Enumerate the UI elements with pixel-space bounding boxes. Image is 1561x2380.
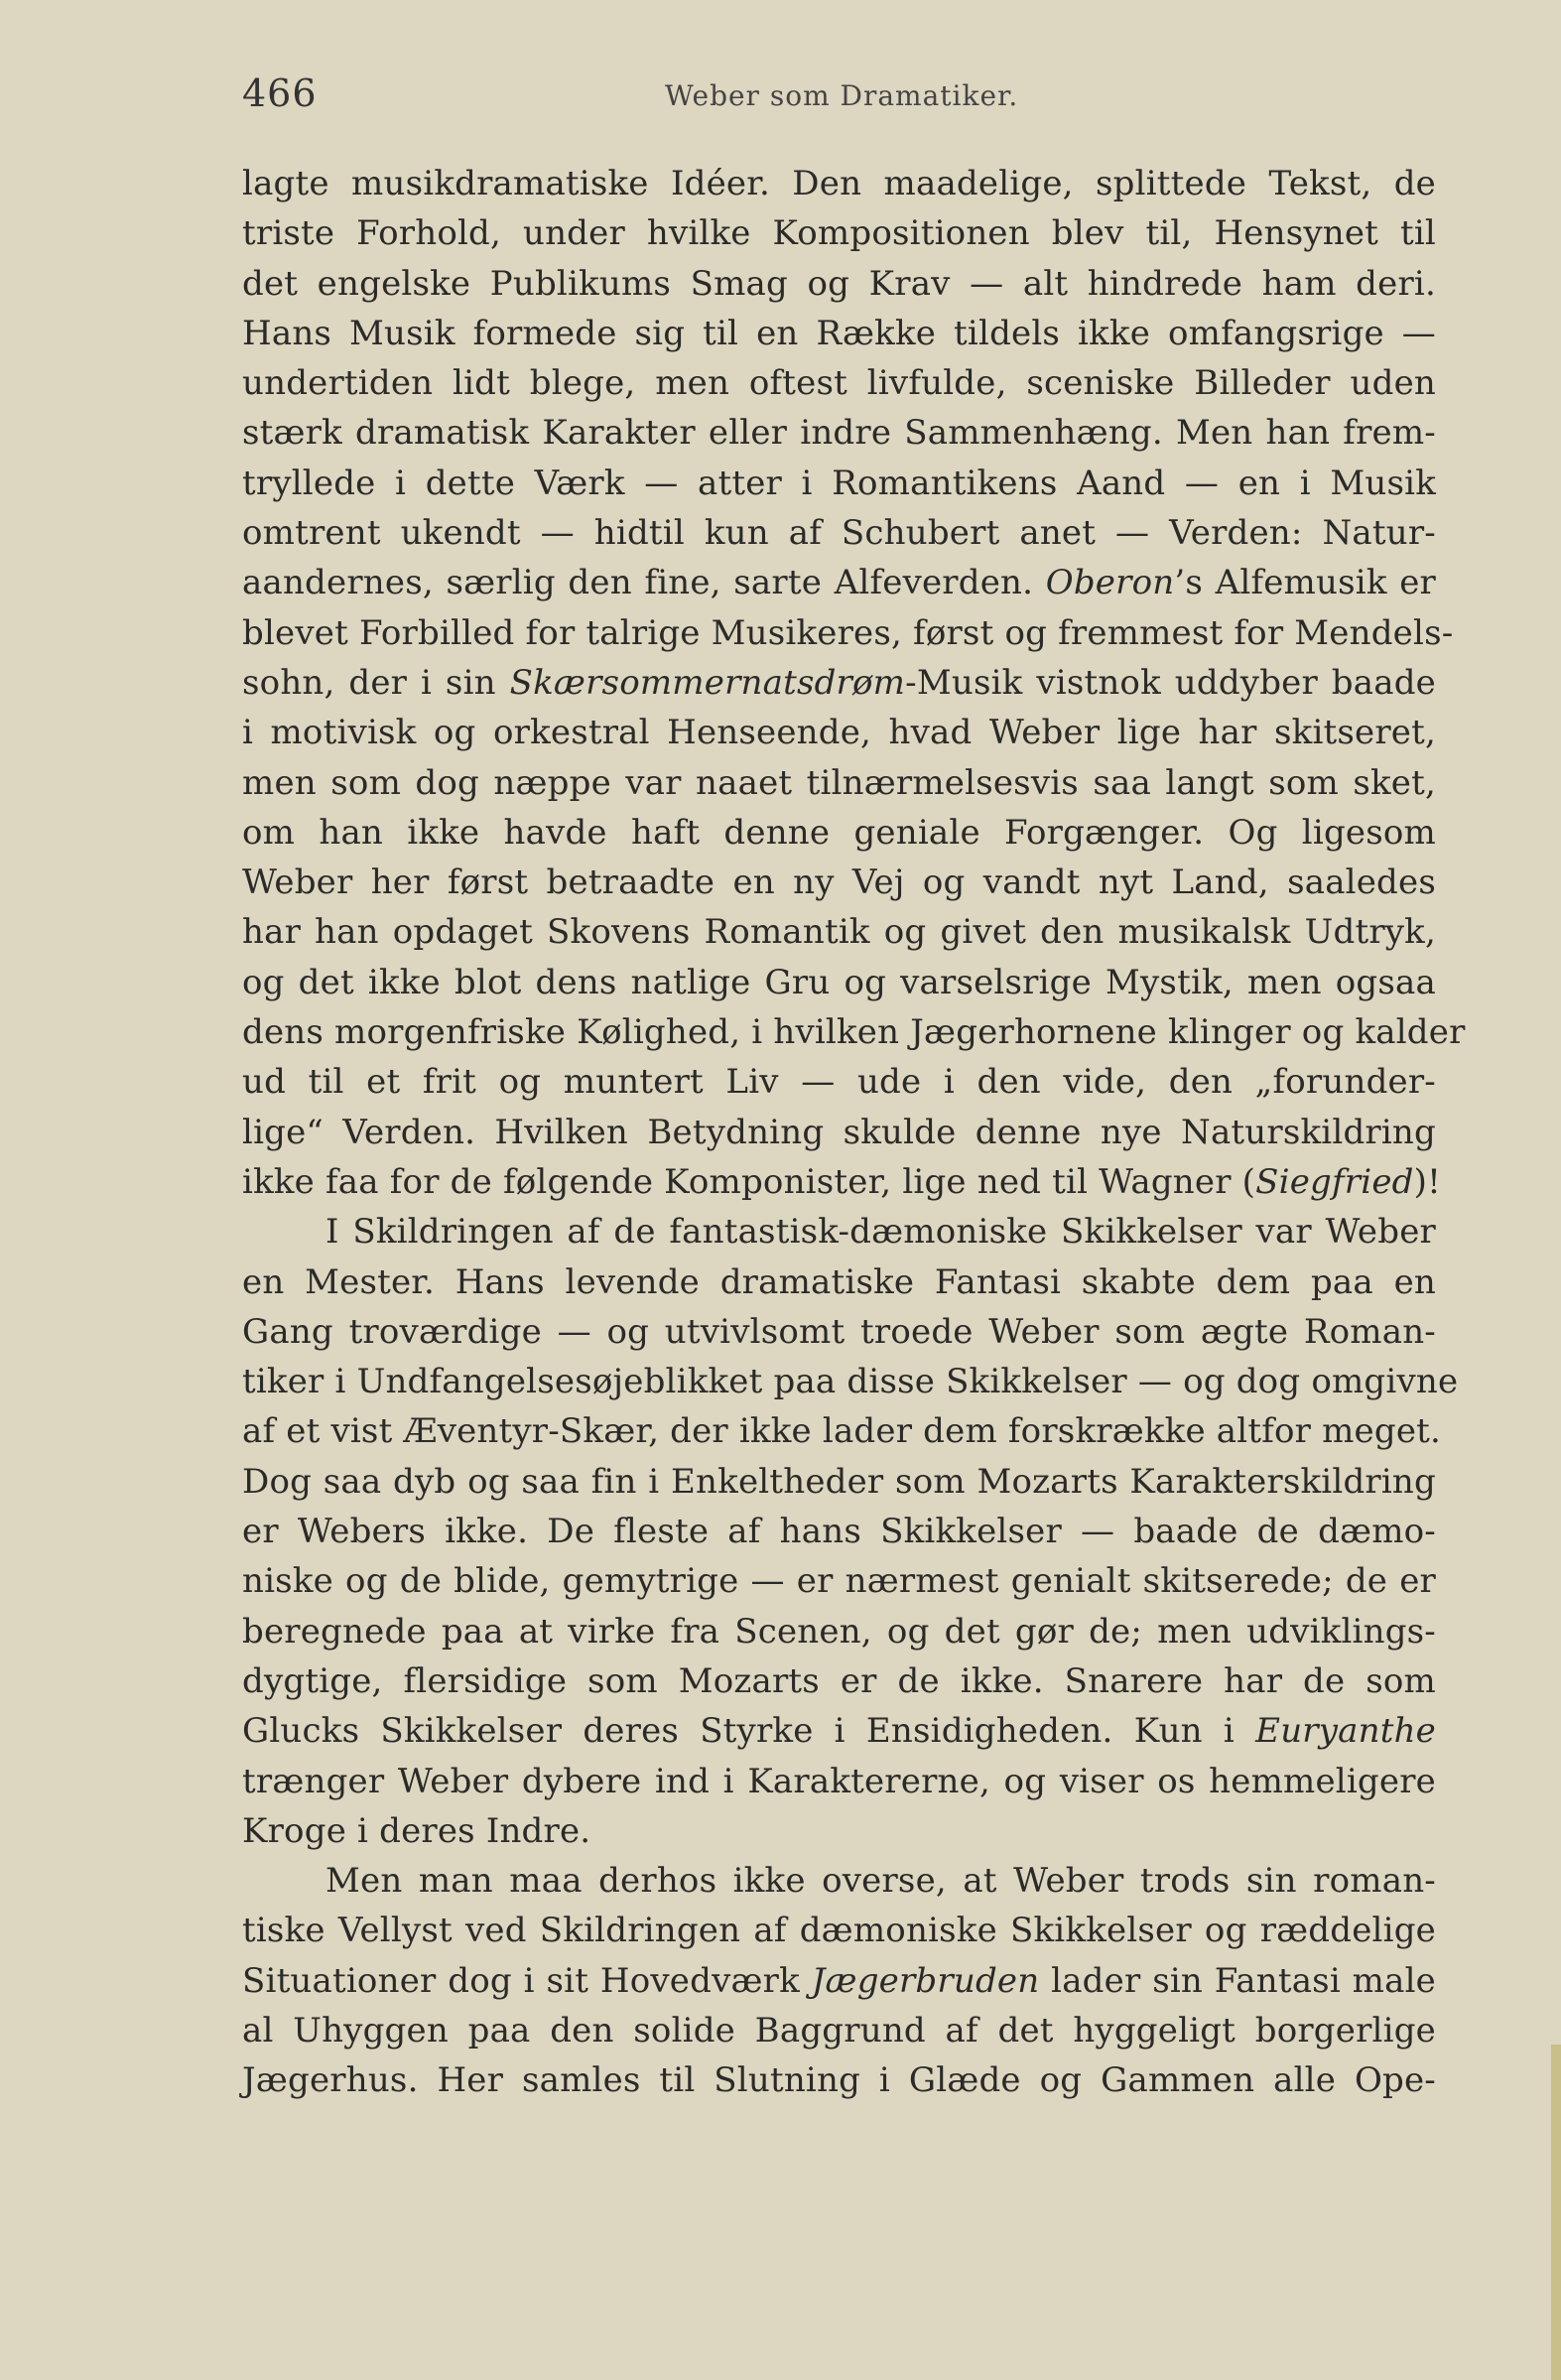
text-line: er Webers ikke. De fleste af hans Skikkelser — baade de dæmo- xyxy=(242,1512,1436,1552)
work-title-skaersommernatsdroem: Skærsommernatsdrøm xyxy=(509,662,906,703)
text-fragment: lader sin Fantasi male xyxy=(1051,1960,1436,2001)
text-fragment: Alfemusik er xyxy=(1215,563,1436,603)
page-edge-strip xyxy=(1551,2045,1561,2380)
text-line: Hans Musik formede sig til en Række tildels ikke omfangsrige — xyxy=(242,313,1436,353)
page-header xyxy=(242,71,1436,121)
text-line: lagte musikdramatiske Idéer. Den maadelige, splittede Tekst, de xyxy=(242,164,1436,203)
text-line: stærk dramatisk Karakter eller indre Sammenhæng. Men han frem- xyxy=(242,413,1436,454)
text-line: niske og de blide, gemytrige — er nærmest genialt skitserede; de er xyxy=(242,1561,1436,1602)
text-line: tiske Vellyst ved Skildringen af dæmoniske Skikkelser og ræddelige xyxy=(242,1911,1436,1951)
text-line: i motivisk og orkestral Henseende, hvad Weber lige har skitseret, xyxy=(242,713,1436,753)
text-line: ud til et frit og muntert Liv — ude i den vide, den „forunder- xyxy=(242,1062,1436,1103)
text-line: tryllede i dette Værk — atter i Romantikens Aand — en i Musik xyxy=(242,463,1436,503)
text-line: en Mester. Hans levende dramatiske Fantasi skabte dem paa en xyxy=(242,1261,1436,1302)
text-line: omtrent ukendt — hidtil kun af Schubert anet — Verden: Natur- xyxy=(242,513,1436,554)
text-line: blevet Forbilled for talrige Musikeres, først og fremmest for Mendels- xyxy=(242,612,1454,653)
text-line: dens morgenfriske Kølighed, i hvilken Jægerhornene klinger og kalder xyxy=(242,1012,1466,1053)
text-line: af et vist Æventyr-Skær, der ikke lader dem forskrække altfor meget. xyxy=(242,1411,1442,1452)
text-line: triste Forhold, under hvilke Kompositionen blev til, Hensynet til xyxy=(242,213,1436,254)
text-line xyxy=(242,1956,1436,2006)
text-line: Kroge i deres Indre. xyxy=(242,1810,591,1851)
text-line xyxy=(242,1157,1441,1207)
text-fragment: ’s xyxy=(1174,563,1204,603)
work-title-euryanthe: Euryanthe xyxy=(1255,1711,1436,1752)
text-fragment: )! xyxy=(1413,1161,1441,1202)
text-line: Jægerhus. Her samles til Slutning i Glæde og Gammen alle Ope- xyxy=(242,2060,1436,2101)
text-line: Weber her først betraadte en ny Vej og vandt nyt Land, saaledes xyxy=(242,862,1436,903)
text-line: al Uhyggen paa den solide Baggrund af det hyggeligt borgerlige xyxy=(242,2010,1436,2050)
text-line: Men man maa derhos ikke overse, at Weber trods sin roman- xyxy=(325,1861,1436,1902)
text-line: undertiden lidt blege, men oftest livfulde, sceniske Billeder uden xyxy=(242,363,1436,404)
text-line: tiker i Undfangelsesøjeblikket paa disse Skikkelser — og dog omgivne xyxy=(242,1362,1459,1402)
work-title-oberon: Oberon xyxy=(1045,563,1175,603)
text-line: men som dog næppe var naaet tilnærmelsesvis saa langt som sket, xyxy=(242,762,1436,803)
text-fragment: Glucks Skikkelser deres Styrke i Ensidigheden. Kun i xyxy=(242,1711,1236,1752)
running-head: Weber som Dramatiker. xyxy=(665,79,1019,112)
text-line xyxy=(242,1706,1436,1756)
text-line: trænger Weber dybere ind i Karaktererne, og viser os hemmeligere xyxy=(242,1761,1436,1801)
text-fragment: -Musik vistnok uddyber baade xyxy=(905,662,1436,703)
text-line: det engelske Publikums Smag og Krav — alt hindrede ham deri. xyxy=(242,263,1436,304)
text-line: lige“ Verden. Hvilken Betydning skulde denne nye Naturskildring xyxy=(242,1112,1436,1152)
text-fragment: aandernes, særlig den fine, sarte Alfeverden. xyxy=(242,563,1034,603)
text-line: om han ikke havde haft denne geniale Forgænger. Og ligesom xyxy=(242,812,1436,853)
text-line: dygtige, flersidige som Mozarts er de ikke. Snarere har de som xyxy=(242,1660,1436,1701)
text-line xyxy=(242,658,1436,708)
text-line: Dog saa dyb og saa fin i Enkeltheder som Mozarts Karakterskildring xyxy=(242,1461,1436,1502)
text-line: beregnede paa at virke fra Scenen, og det gør de; men udviklings- xyxy=(242,1611,1436,1652)
page-number: 466 xyxy=(242,71,318,115)
text-fragment: Situationer dog i sit Hovedværk xyxy=(242,1960,800,2001)
body-text xyxy=(242,159,1466,2106)
text-fragment: sohn, der i sin xyxy=(242,662,496,703)
text-line: og det ikke blot dens natlige Gru og varselsrige Mystik, men ogsaa xyxy=(242,962,1436,1002)
text-line: har han opdaget Skovens Romantik og givet den musikalsk Udtryk, xyxy=(242,912,1436,953)
text-line: I Skildringen af de fantastisk-dæmoniske Skikkelser var Weber xyxy=(325,1212,1436,1253)
text-line: Gang troværdige — og utvivlsomt troede Weber som ægte Roman- xyxy=(242,1311,1436,1352)
text-line xyxy=(242,558,1436,607)
work-title-jaegerbruden: Jægerbruden xyxy=(811,1960,1040,2001)
text-fragment: ikke faa for de følgende Komponister, lige ned til Wagner ( xyxy=(242,1161,1256,1202)
work-title-siegfried: Siegfried xyxy=(1255,1161,1414,1202)
